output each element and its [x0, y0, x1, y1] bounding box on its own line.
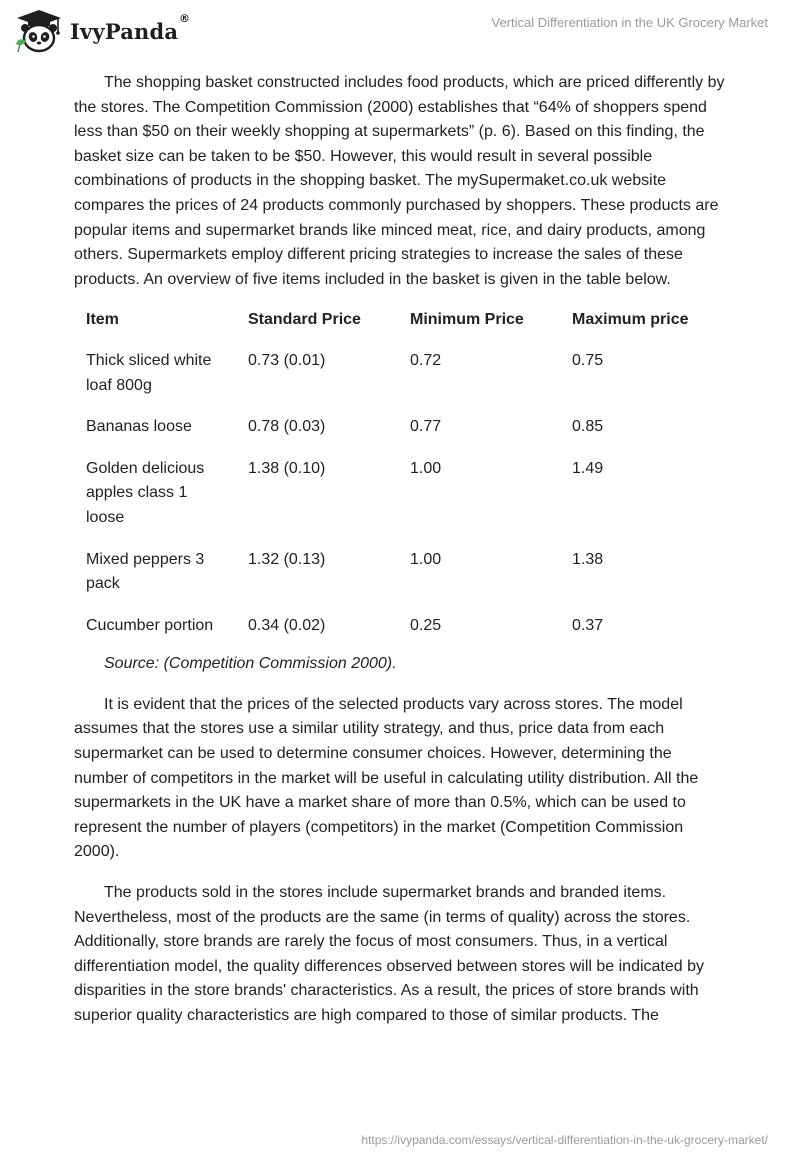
minimum-price-cell: 1.00 — [410, 550, 442, 568]
standard-price-cell: 0.34 (0.02) — [248, 616, 326, 634]
column-header-standard-price: Standard Price — [248, 311, 361, 329]
page-header — [0, 0, 800, 62]
minimum-price-cell: 0.25 — [410, 616, 442, 634]
standard-price-cell: 0.78 (0.03) — [248, 418, 326, 436]
standard-price-cell: 1.38 (0.10) — [248, 459, 326, 477]
maximum-price-cell: 0.75 — [572, 351, 604, 369]
ivypanda-logo[interactable] — [14, 8, 191, 54]
column-header-item: Item — [86, 311, 119, 329]
table-source-note: Source: (Competition Commission 2000). — [104, 655, 397, 673]
essay-body — [74, 71, 726, 1029]
table-row — [74, 415, 724, 457]
minimum-price-cell: 0.72 — [410, 351, 442, 369]
minimum-price-cell: 0.77 — [410, 418, 442, 436]
item-cell: Golden delicious apples class 1 loose — [86, 459, 205, 526]
maximum-price-cell: 0.85 — [572, 418, 604, 436]
table-row — [74, 457, 724, 548]
maximum-price-cell: 1.49 — [572, 459, 604, 477]
item-cell: Cucumber portion — [86, 616, 214, 634]
maximum-price-cell: 0.37 — [572, 616, 604, 634]
item-cell: Mixed peppers 3 pack — [86, 550, 205, 593]
price-table — [74, 308, 724, 655]
table-row — [74, 349, 724, 415]
maximum-price-cell: 1.38 — [572, 550, 604, 568]
table-header-row — [74, 308, 724, 349]
standard-price-cell: 0.73 (0.01) — [248, 351, 326, 369]
item-cell: Thick sliced white loaf 800g — [86, 351, 212, 394]
table-row — [74, 614, 724, 656]
paragraph-1: The shopping basket constructed includes food products, which are priced differently by the stores. The Competition Commission (2000) establishes that “64% of shoppers spend less than $50 on their weekly shopping at supermarkets” (p. 6). Based on this finding, the basket size can be taken to be $50. However, this would result in several possible combinations of products in the shopping basket. The mySupermaket.co.uk website compares the prices of 24 products commonly purchased by shoppers. These products are popular items and supermarket brands like minced meat, rice, and dairy products, among others. Supermarkets employ different pricing strategies to increase the sales of these products. An overview of five items included in the basket is given in the table below. — [74, 74, 725, 288]
column-header-maximum-price: Maximum price — [572, 311, 689, 329]
column-header-minimum-price: Minimum Price — [410, 311, 524, 329]
paragraph-3: The products sold in the stores include supermarket brands and branded items. Nevertheless, most of the products are the same (in terms of quality) across the stores. Additionally, store brands are rarely the focus of most consumers. Thus, in a vertical differentiation model, the quality differences observed between stores will be indicated by disparities in the store brands' characteristics. As a result, the prices of store brands with superior quality characteristics are high compared to those of similar products. The — [74, 884, 705, 1024]
panda-graduate-icon — [14, 8, 64, 54]
brand-name: IvyPanda ® — [70, 11, 191, 44]
running-title: Vertical Differentiation in the UK Grocery Market — [491, 15, 768, 30]
registered-mark: ® — [179, 11, 191, 25]
paragraph-2: It is evident that the prices of the selected products vary across stores. The model assumes that the stores use a similar utility strategy, and thus, price data from each supermarket can be used to determine consumer choices. However, determining the number of competitors in the market will be useful in calculating utility distribution. All the supermarkets in the UK have a market share of more than 0.5%, which can be used to represent the number of players (competitors) in the market (Competition Commission 2000). — [74, 695, 699, 861]
source-url[interactable]: https://ivypanda.com/essays/vertical-differentiation-in-the-uk-grocery-market/ — [361, 1133, 768, 1147]
table-row — [74, 548, 724, 614]
standard-price-cell: 1.32 (0.13) — [248, 550, 326, 568]
minimum-price-cell: 1.00 — [410, 459, 442, 477]
item-cell: Bananas loose — [86, 418, 192, 436]
